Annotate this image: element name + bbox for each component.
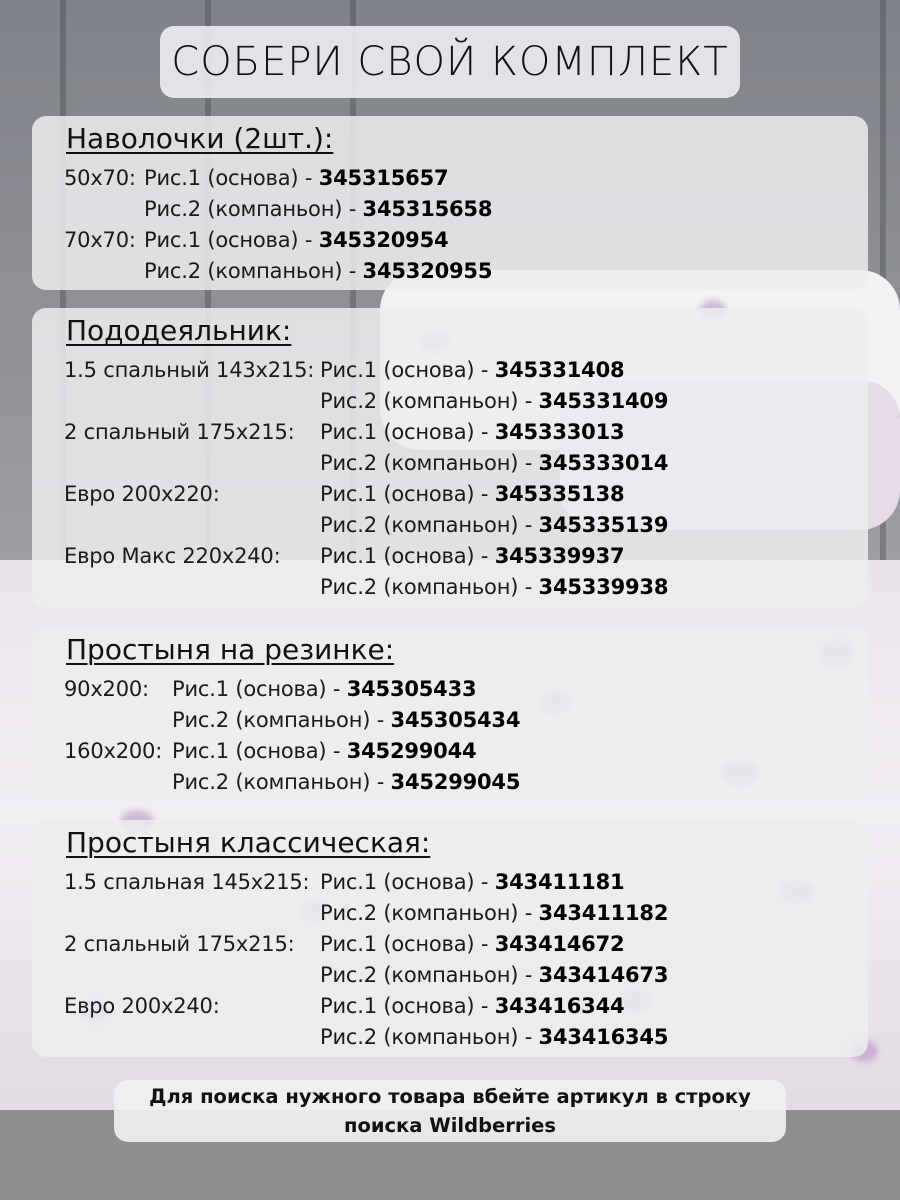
article-row [320, 358, 624, 382]
item-label: Рис.1 (основа) - [144, 228, 319, 252]
size-label: Евро 200х240: [64, 994, 220, 1018]
article-row [320, 420, 624, 444]
item-label: Рис.2 (компаньон) - [320, 901, 539, 925]
size-label: 90х200: [64, 677, 149, 701]
article-number: 343416344 [494, 994, 625, 1018]
search-hint-banner [114, 1080, 786, 1142]
size-label: Евро 200х220: [64, 482, 220, 506]
item-label: Рис.1 (основа) - [320, 482, 495, 506]
article-row [320, 1025, 668, 1049]
article-row [144, 197, 492, 221]
size-label: 70х70: [64, 228, 136, 252]
section-fitted-sheets [32, 627, 868, 801]
item-label: Рис.1 (основа) - [172, 739, 347, 763]
article-row [172, 708, 520, 732]
item-label: Рис.2 (компаньон) - [320, 575, 539, 599]
item-label: Рис.1 (основа) - [172, 677, 347, 701]
page-title: СОБЕРИ СВОЙ КОМПЛЕКТ [171, 39, 729, 85]
section-classic-sheets [32, 820, 868, 1057]
size-label: 2 спальный 175х215: [64, 420, 295, 444]
item-label: Рис.1 (основа) - [320, 994, 495, 1018]
item-label: Рис.2 (компаньон) - [172, 708, 391, 732]
article-number: 345299045 [390, 770, 521, 794]
article-number: 343416345 [538, 1025, 669, 1049]
article-row [172, 677, 476, 701]
section-title: Наволочки (2шт.): [66, 122, 334, 155]
article-number: 345331409 [538, 389, 669, 413]
article-number: 343411182 [538, 901, 669, 925]
article-row [320, 482, 624, 506]
search-hint-line: поиска Wildberries [343, 1114, 557, 1137]
article-row [172, 739, 476, 763]
article-row [320, 575, 668, 599]
article-row [320, 513, 668, 537]
article-row [172, 770, 520, 794]
item-label: Рис.2 (компаньон) - [320, 389, 539, 413]
article-number: 345333014 [538, 451, 669, 475]
item-label: Рис.2 (компаньон) - [144, 259, 363, 283]
size-label: 160х200: [64, 739, 163, 763]
item-label: Рис.1 (основа) - [320, 420, 495, 444]
item-label: Рис.2 (компаньон) - [320, 451, 539, 475]
item-label: Рис.1 (основа) - [144, 166, 319, 190]
item-label: Рис.2 (компаньон) - [144, 197, 363, 221]
article-number: 343414672 [494, 932, 625, 956]
item-label: Рис.1 (основа) - [320, 870, 495, 894]
article-number: 345335138 [494, 482, 625, 506]
section-title: Простыня на резинке: [66, 633, 395, 666]
item-label: Рис.1 (основа) - [320, 932, 495, 956]
item-label: Рис.2 (компаньон) - [172, 770, 391, 794]
article-row [320, 963, 668, 987]
article-row [320, 451, 668, 475]
section-duvet-covers [32, 308, 868, 608]
article-number: 345320955 [362, 259, 493, 283]
title-banner [160, 26, 740, 98]
article-row [144, 259, 492, 283]
article-number: 345305433 [346, 677, 477, 701]
article-row [320, 870, 624, 894]
size-label: 1.5 спальная 145х215: [64, 870, 310, 894]
article-number: 345335139 [538, 513, 669, 537]
size-label: Евро Макс 220х240: [64, 544, 281, 568]
article-number: 345333013 [494, 420, 625, 444]
article-number: 345305434 [390, 708, 521, 732]
size-label: 2 спальный 175х215: [64, 932, 295, 956]
article-number: 345299044 [346, 739, 477, 763]
item-label: Рис.1 (основа) - [320, 358, 495, 382]
article-row [320, 544, 624, 568]
section-title: Простыня классическая: [66, 826, 431, 859]
article-number: 345320954 [318, 228, 449, 252]
section-title: Пододеяльник: [66, 314, 292, 347]
article-number: 343411181 [494, 870, 625, 894]
item-label: Рис.2 (компаньон) - [320, 1025, 539, 1049]
article-row [320, 389, 668, 413]
item-label: Рис.2 (компаньон) - [320, 963, 539, 987]
article-number: 345339938 [538, 575, 669, 599]
size-label: 1.5 спальный 143х215: [64, 358, 315, 382]
item-label: Рис.1 (основа) - [320, 544, 495, 568]
item-label: Рис.2 (компаньон) - [320, 513, 539, 537]
article-number: 343414673 [538, 963, 669, 987]
article-row [320, 932, 624, 956]
article-number: 345315657 [318, 166, 449, 190]
search-hint-line: Для поиска нужного товара вбейте артикул в строку [149, 1085, 751, 1108]
article-number: 345315658 [362, 197, 493, 221]
article-row [320, 901, 668, 925]
article-number: 345331408 [494, 358, 625, 382]
size-label: 50х70: [64, 166, 136, 190]
article-number: 345339937 [494, 544, 625, 568]
article-row [320, 994, 624, 1018]
section-pillowcases [32, 116, 868, 290]
article-row [144, 166, 448, 190]
article-row [144, 228, 448, 252]
